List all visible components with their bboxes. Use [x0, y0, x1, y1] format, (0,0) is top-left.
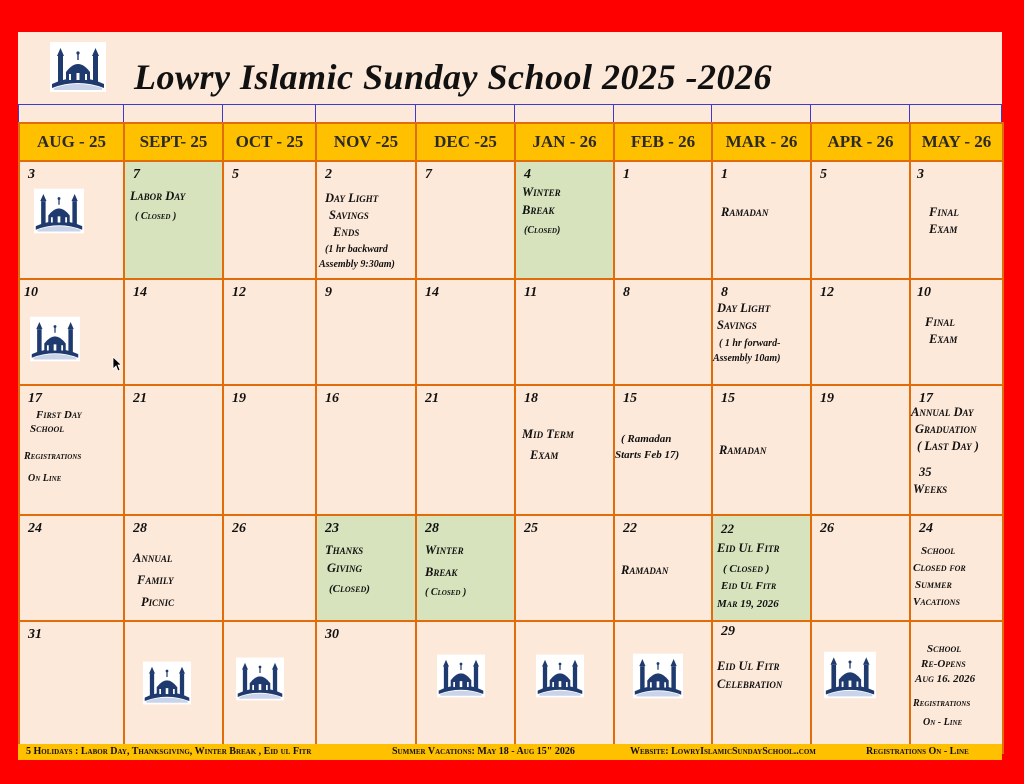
calendar-cell	[223, 161, 316, 279]
month-header: NOV -25	[316, 123, 416, 161]
event-text: On Line	[28, 473, 62, 484]
event-text: Break	[522, 203, 555, 217]
calendar-cell	[316, 515, 416, 621]
day-number: 22	[721, 521, 734, 536]
day-number: 26	[232, 521, 246, 536]
day-number: 7	[425, 167, 432, 182]
calendar-cell	[811, 161, 910, 279]
month-header: JAN - 26	[515, 123, 614, 161]
calendar-cell	[223, 385, 316, 515]
day-number: 12	[232, 285, 246, 300]
calendar-cell	[910, 385, 1003, 515]
calendar-cell	[223, 621, 316, 753]
calendar-cell	[910, 161, 1003, 279]
day-number: 10	[917, 285, 931, 300]
week-row	[19, 515, 1003, 621]
calendar-cell	[614, 279, 712, 385]
day-number: 25	[524, 521, 538, 536]
event-text: Ramadan	[719, 443, 767, 457]
day-number: 23	[325, 521, 339, 536]
month-header: MAY - 26	[910, 123, 1003, 161]
day-number: 28	[133, 521, 147, 536]
calendar-cell	[416, 385, 515, 515]
mouse-cursor-icon	[112, 356, 122, 372]
day-number: 8	[623, 285, 630, 300]
event-text: Assembly 9:30am)	[319, 259, 395, 270]
mosque-icon	[143, 660, 191, 706]
day-number: 19	[232, 391, 246, 406]
footer-registrations: Registrations On - Line	[866, 746, 969, 757]
event-text: Day Light	[717, 301, 771, 315]
calendar-cell	[712, 161, 811, 279]
day-number: 3	[917, 167, 924, 182]
calendar-cell	[910, 515, 1003, 621]
calendar-cell	[811, 515, 910, 621]
week-row	[19, 161, 1003, 279]
event-text: Graduation	[915, 422, 977, 436]
day-number: 3	[28, 167, 35, 182]
day-number: 12	[820, 285, 834, 300]
event-text: Savings	[329, 208, 369, 222]
event-text: First Day	[36, 409, 82, 421]
month-header: MAR - 26	[712, 123, 811, 161]
day-number: 28	[425, 521, 439, 536]
calendar-cell	[316, 385, 416, 515]
day-number: 16	[325, 391, 339, 406]
blue-separator	[18, 104, 1002, 122]
event-text: Exam	[929, 222, 958, 236]
event-text: Exam	[929, 332, 958, 346]
event-text: Celebration	[717, 677, 783, 691]
day-number: 1	[623, 167, 630, 182]
mosque-icon	[236, 656, 284, 702]
calendar-cell	[223, 515, 316, 621]
event-text: School	[927, 643, 962, 655]
month-header-row	[19, 123, 1003, 161]
day-number: 14	[133, 285, 147, 300]
day-number: 9	[325, 285, 332, 300]
calendar-cell	[910, 279, 1003, 385]
event-text: Exam	[530, 448, 559, 462]
calendar-cell	[614, 621, 712, 753]
day-number: 21	[133, 391, 147, 406]
day-number: 4	[524, 167, 531, 182]
event-text: ( Last Day )	[917, 439, 979, 453]
event-text: Winter	[425, 543, 464, 557]
month-header: AUG - 25	[19, 123, 124, 161]
event-text: Eid Ul Fitr	[717, 541, 780, 555]
calendar-cell	[19, 385, 124, 515]
event-text: Closed for	[913, 562, 966, 574]
day-number: 31	[28, 627, 42, 642]
calendar-cell	[811, 385, 910, 515]
day-number: 15	[623, 391, 637, 406]
event-text: Registrations	[24, 451, 82, 462]
footer-bar	[18, 744, 1002, 760]
calendar-sheet	[18, 32, 1002, 760]
calendar-cell	[19, 515, 124, 621]
event-text: Ends	[333, 225, 360, 239]
day-number: 8	[721, 285, 728, 300]
day-number: 7	[133, 167, 140, 182]
week-row	[19, 385, 1003, 515]
event-text: ( Closed )	[723, 563, 770, 575]
event-text: (Closed)	[524, 225, 561, 236]
calendar-cell	[316, 621, 416, 753]
calendar-cell	[712, 621, 811, 753]
calendar-cell	[614, 161, 712, 279]
event-text: Ramadan	[621, 563, 669, 577]
event-text: Family	[137, 573, 174, 587]
calendar-cell	[416, 161, 515, 279]
day-number: 2	[325, 167, 332, 182]
mosque-icon	[34, 188, 84, 234]
day-number: 22	[623, 521, 637, 536]
event-text: Day Light	[325, 191, 379, 205]
event-text: Thanks	[325, 543, 364, 557]
calendar-cell	[124, 515, 223, 621]
event-text: Ramadan	[721, 205, 769, 219]
mosque-icon	[437, 652, 485, 700]
calendar-cell	[515, 621, 614, 753]
mosque-icon	[633, 652, 683, 700]
event-text: Vacations	[913, 596, 960, 608]
event-text: Labor Day	[130, 189, 186, 203]
event-text: Eid Ul Fitr	[717, 659, 780, 673]
event-text: Assembly 10am)	[713, 353, 781, 364]
day-number: 10	[24, 285, 38, 300]
footer-website[interactable]: Website: LowryIslamicSundaySchool..com	[630, 746, 816, 757]
day-number: 24	[919, 521, 933, 536]
day-number: 11	[524, 285, 538, 300]
calendar-cell	[124, 385, 223, 515]
event-text: Break	[425, 565, 458, 579]
mosque-icon	[50, 42, 106, 92]
event-text: Mid Term	[522, 427, 574, 441]
calendar-cell	[811, 621, 910, 753]
event-text: ( Closed )	[425, 587, 467, 598]
event-text: Annual Day	[911, 405, 974, 419]
header	[18, 32, 1002, 104]
event-text: (1 hr backward	[325, 244, 388, 255]
month-header: OCT - 25	[223, 123, 316, 161]
event-text: (Closed)	[329, 583, 370, 595]
calendar-cell	[416, 515, 515, 621]
month-header: FEB - 26	[614, 123, 712, 161]
calendar-cell	[614, 515, 712, 621]
calendar-cell	[124, 621, 223, 753]
day-number: 30	[325, 627, 339, 642]
calendar-cell	[316, 279, 416, 385]
event-text: Eid Ul Fitr	[721, 580, 777, 592]
event-text: Annual	[133, 551, 173, 565]
event-text: Final	[925, 315, 955, 329]
event-text: Weeks	[913, 482, 948, 496]
event-text: School	[30, 423, 65, 435]
calendar-cell	[124, 161, 223, 279]
event-text: Re-Opens	[921, 658, 966, 670]
calendar-cell	[416, 621, 515, 753]
day-number: 29	[721, 624, 735, 639]
day-number: 17	[919, 391, 933, 406]
event-text: ( Closed )	[135, 211, 177, 222]
day-number: 17	[28, 391, 42, 406]
event-text: On - Line	[923, 717, 963, 728]
calendar-cell	[316, 161, 416, 279]
day-number: 14	[425, 285, 439, 300]
footer-summer: Summer Vacations: May 18 - Aug 15" 2026	[392, 746, 575, 757]
mosque-icon	[536, 652, 584, 700]
calendar-cell	[416, 279, 515, 385]
day-number: 1	[721, 167, 728, 182]
event-text: Final	[929, 205, 959, 219]
day-number: 24	[28, 521, 42, 536]
week-row	[19, 621, 1003, 753]
event-text: Summer	[915, 579, 952, 591]
day-number: 5	[232, 167, 239, 182]
month-header: APR - 26	[811, 123, 910, 161]
event-text: Giving	[327, 561, 363, 575]
event-text: Savings	[717, 318, 757, 332]
calendar-cell	[712, 279, 811, 385]
calendar-cell	[811, 279, 910, 385]
calendar-cell	[124, 279, 223, 385]
month-header: DEC -25	[416, 123, 515, 161]
day-number: 18	[524, 391, 538, 406]
page-title: Lowry Islamic Sunday School 2025 -2026	[134, 57, 773, 97]
event-text: Starts Feb 17)	[615, 449, 680, 461]
event-text: ( Ramadan	[621, 433, 672, 445]
calendar-cell	[19, 621, 124, 753]
day-number: 21	[425, 391, 439, 406]
month-header: SEPT- 25	[124, 123, 223, 161]
mosque-icon	[824, 650, 876, 700]
day-number: 26	[820, 521, 834, 536]
event-text: Aug 16. 2026	[915, 673, 976, 685]
calendar-cell	[515, 515, 614, 621]
calendar-cell	[19, 161, 124, 279]
event-text: Registrations	[913, 698, 971, 709]
day-number: 5	[820, 167, 827, 182]
event-text: School	[921, 545, 956, 557]
day-number: 19	[820, 391, 834, 406]
footer-holidays: 5 Holidays : Labor Day, Thanksgiving, Winter Break , Eid ul Fitr	[26, 746, 312, 757]
mosque-icon	[30, 316, 80, 362]
event-text: Mar 19, 2026	[717, 598, 779, 610]
event-text: ( 1 hr forward-	[719, 338, 781, 349]
calendar-cell	[223, 279, 316, 385]
calendar-cell	[614, 385, 712, 515]
week-row	[19, 279, 1003, 385]
event-text: 35	[919, 465, 932, 479]
calendar-cell	[712, 515, 811, 621]
day-number: 15	[721, 391, 735, 406]
calendar-cell	[19, 279, 124, 385]
calendar-table	[18, 122, 1004, 754]
event-text: Picnic	[141, 595, 175, 609]
event-text: Winter	[522, 185, 561, 199]
calendar-cell	[712, 385, 811, 515]
calendar-cell	[515, 279, 614, 385]
calendar-cell	[910, 621, 1003, 753]
calendar-cell	[515, 161, 614, 279]
calendar-cell	[515, 385, 614, 515]
